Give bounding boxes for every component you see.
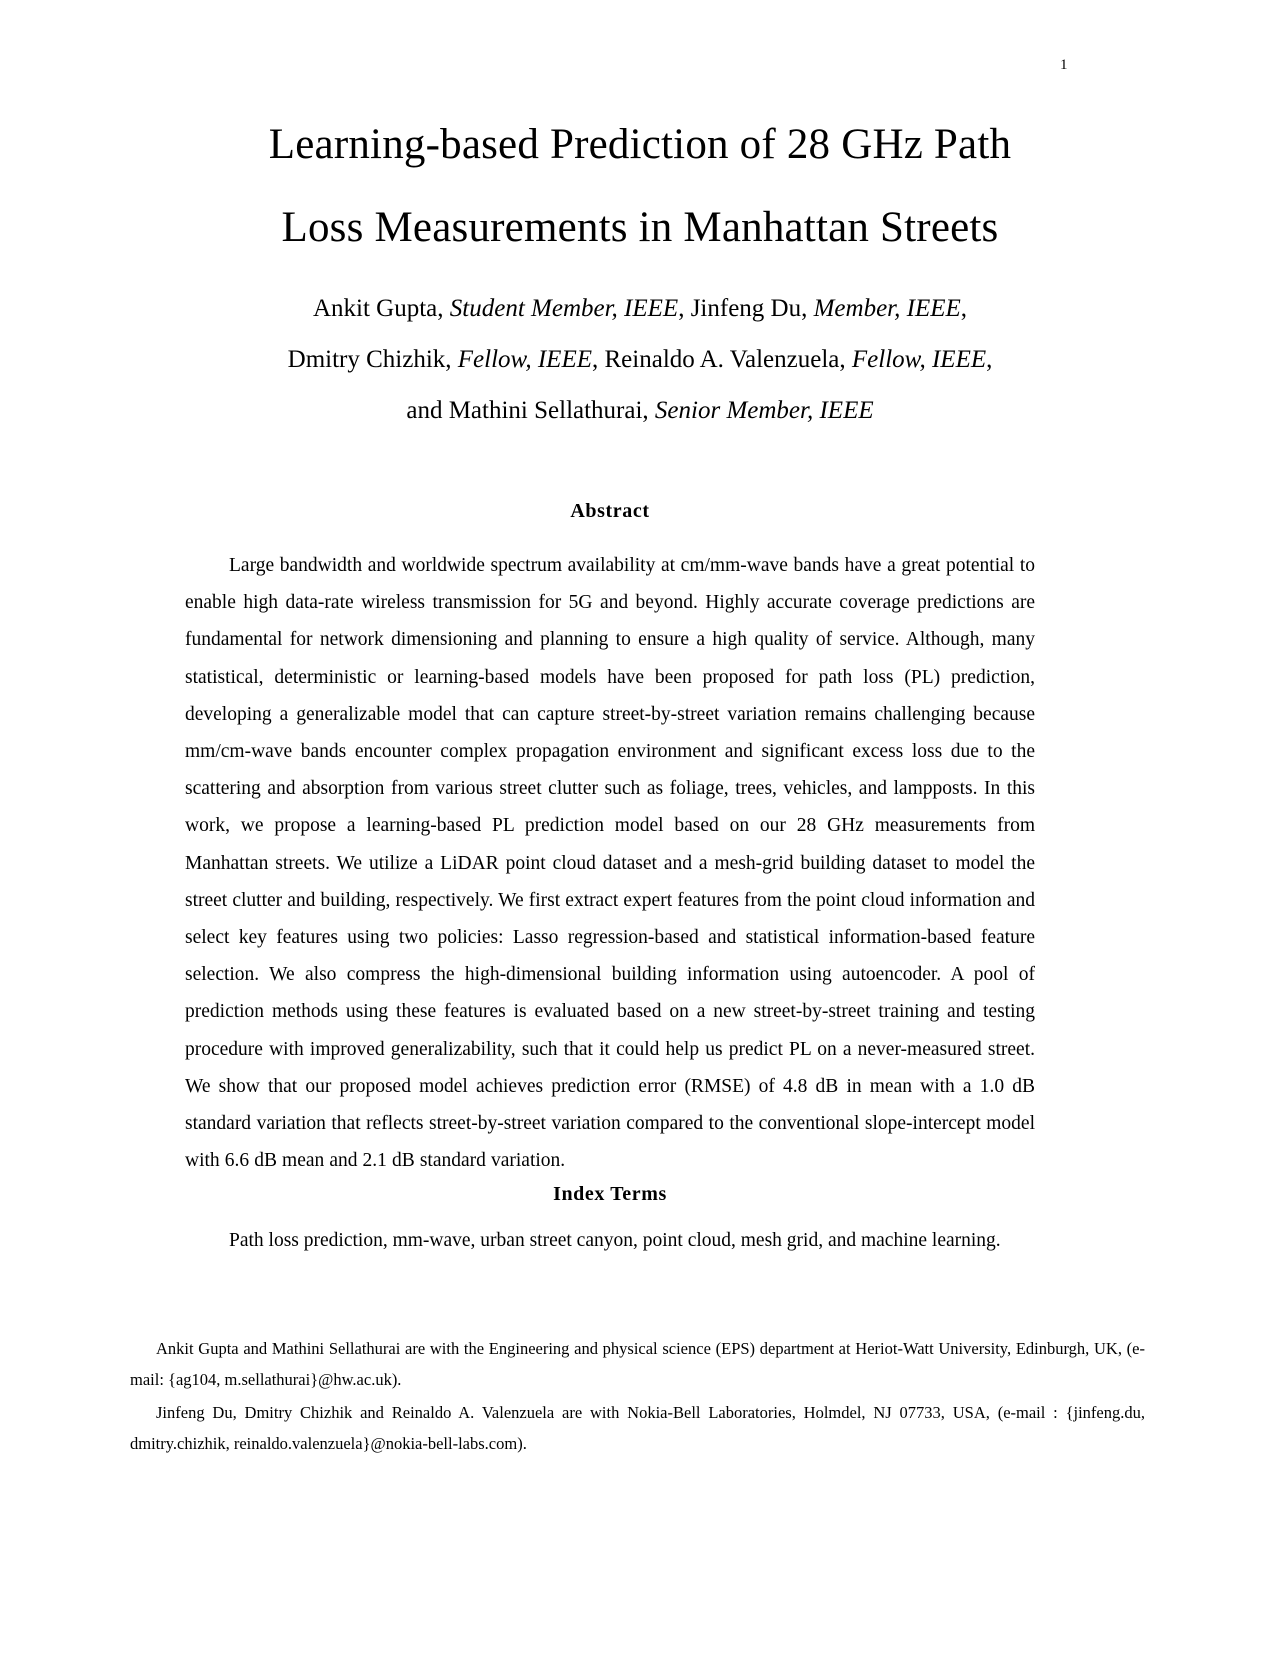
- index-terms-heading: Index Terms: [553, 1183, 667, 1205]
- index-terms-text: Path loss prediction, mm-wave, urban street canyon, point cloud, mesh grid, and machine learning.: [229, 1230, 1001, 1251]
- author-grade-sellathurai: Senior Member, IEEE: [654, 397, 874, 424]
- author-name-gupta: Ankit Gupta,: [312, 295, 450, 322]
- author-name-sellathurai: and Mathini Sellathurai,: [406, 397, 655, 424]
- page-number: 1: [1060, 57, 1068, 73]
- footnote-block: [130, 1333, 1145, 1459]
- footnote-affiliation-hw: Ankit Gupta and Mathini Sellathurai are with the Engineering and physical science (EPS) department at Heriot-Watt University, Edinburgh, UK, (e-mail: {ag104, m.sellathurai}@hw.ac.uk).: [130, 1339, 1145, 1389]
- author-grade-du: Member, IEEE: [813, 295, 961, 322]
- author-name-chizhik: Dmitry Chizhik,: [287, 346, 458, 373]
- abstract-text: Large bandwidth and worldwide spectrum availability at cm/mm-wave bands have a great potential to enable high data-rate wireless transmission for 5G and beyond. Highly accurate coverage predictions are fundamental for network dimensioning and planning to ensure a high quality of service. Although, many statistical, deterministic or learning-based models have been proposed for path loss (PL) prediction, developing a generalizable model that can capture street-by-street variation remains challenging because mm/cm-wave bands encounter complex propagation environment and significant excess loss due to the scattering and absorption from various street clutter such as foliage, trees, vehicles, and lampposts. In this work, we propose a learning-based PL prediction model based on our 28 GHz measurements from Manhattan streets. We utilize a LiDAR point cloud dataset and a mesh-grid building dataset to model the street clutter and building, respectively. We first extract expert features from the point cloud information and select key features using two policies: Lasso regression-based and statistical information-based feature selection. We also compress the high-dimensional building information using autoencoder. A pool of prediction methods using these features is evaluated based on a new street-by-street training and testing procedure with improved generalizability, such that it could help us predict PL on a never-measured street. We show that our proposed model achieves prediction error (RMSE) of 4.8 dB in mean with a 1.0 dB standard variation that reflects street-by-street variation compared to the conventional slope-intercept model with 6.6 dB mean and 2.1 dB standard variation.: [185, 555, 1035, 1172]
- author-name-du: , Jinfeng Du,: [678, 295, 814, 322]
- author-name-valenzuela: , Reinaldo A. Valenzuela,: [592, 346, 852, 373]
- author-list: [140, 283, 1140, 436]
- author-grade-valenzuela: Fellow, IEEE: [851, 346, 987, 373]
- title-line-1: Learning-based Prediction of 28 GHz Path: [268, 121, 1012, 168]
- author-line-2: [140, 334, 1140, 385]
- author-line-2-tail: ,: [986, 346, 993, 373]
- author-grade-gupta: Student Member, IEEE: [449, 295, 679, 322]
- author-line-3: [140, 385, 1140, 436]
- title-line-2: Loss Measurements in Manhattan Streets: [281, 204, 999, 251]
- author-grade-chizhik: Fellow, IEEE: [457, 346, 592, 373]
- author-line-1: [140, 283, 1140, 334]
- footnote-affiliation-nokia: Jinfeng Du, Dmitry Chizhik and Reinaldo A. Valenzuela are with Nokia-Bell Laboratories, Holmdel, NJ 07733, USA, (e-mail : {jinfeng.du, dmitry.chizhik, reinaldo.valenzuela}@nokia-bell-labs.com).: [130, 1403, 1145, 1453]
- author-line-1-tail: ,: [960, 295, 968, 322]
- abstract-heading: Abstract: [570, 500, 650, 522]
- paper-title: [150, 103, 1130, 269]
